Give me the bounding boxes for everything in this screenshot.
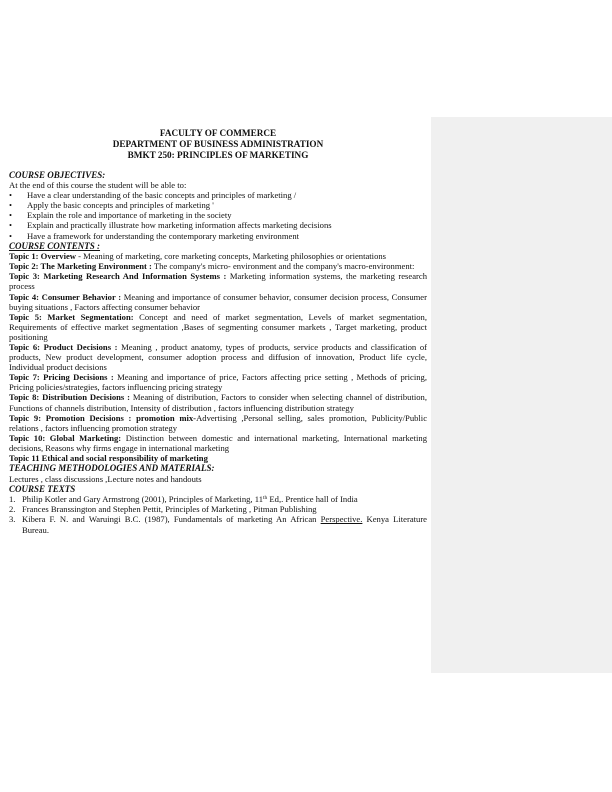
objective-item: • Have a framework for understanding the contemporary marketing environment xyxy=(9,230,300,241)
topic-7: Topic 7: Pricing Decisions : Meaning and importance of price, Factors affecting price setting , Methods of pricing, Pricing policies/strategies, factors influencing pricing strategy xyxy=(9,372,427,393)
topic-11: Topic 11 Ethical and social responsibility of marketing xyxy=(9,453,208,464)
topic-6: Topic 6: Product Decisions : Meaning , product anatomy, types of products, service products and classification of products, New product development, consumer adoption process and diffusion of innovation, Product life cycle, Individual product decisions xyxy=(9,342,427,373)
objectives-list xyxy=(9,190,427,240)
bullet-icon: • xyxy=(9,220,13,231)
objective-item: • Apply the basic concepts and principles of marketing ' xyxy=(9,200,214,211)
teaching-heading: TEACHING METHODOLOGIES AND MATERIALS: xyxy=(9,463,215,474)
bullet-icon: • xyxy=(9,210,13,221)
objectives-heading: COURSE OBJECTIVES: xyxy=(9,169,106,180)
course-text-item: 1. Philip Kotler and Gary Armstrong (2001), Principles of Marketing, 11th Ed,. Prentice hall of India xyxy=(9,494,358,505)
bullet-icon: • xyxy=(9,190,13,201)
topic-3: Topic 3: Marketing Research And Information Systems : Marketing information systems, the marketing research process xyxy=(9,271,428,292)
document-header xyxy=(9,128,427,162)
course-text-item: 2. Frances Branssington and Stephen Pettit, Principles of Marketing , Pitman Publishing xyxy=(9,504,317,515)
objective-item: • Explain and practically illustrate how marketing information affects marketing decisions xyxy=(9,220,332,231)
department-title: DEPARTMENT OF BUSINESS ADMINISTRATION xyxy=(112,139,324,150)
objectives-intro: At the end of this course the student will be able to: xyxy=(9,180,187,191)
objective-item: • Have a clear understanding of the basic concepts and principles of marketing / xyxy=(9,190,297,201)
topic-5: Topic 5: Market Segmentation: Concept and need of market segmentation, Levels of market segmentation, Requirements of effective market segmentation ,Bases of segmenting consumer markets , Target marketing, product positioning xyxy=(9,311,428,342)
topic-9: Topic 9: Promotion Decisions : promotion mix-Advertising ,Personal selling, sales promotion, Publicity/Public relations , factors influencing promotion strategy xyxy=(9,412,428,433)
topic-10: Topic 10: Global Marketing: Distinction between domestic and international marketing, International marketing decisions, Reasons why firms engage in international marketing xyxy=(9,432,427,453)
topic-4: Topic 4: Consumer Behavior : Meaning and importance of consumer behavior, consumer decision process, Consumer buying situations , Factors affecting consumer behavior xyxy=(9,291,427,312)
teaching-text: Lectures , class discussions ,Lecture notes and handouts xyxy=(9,473,202,484)
course-texts-list xyxy=(9,494,427,534)
topic-8: Topic 8: Distribution Decisions : Meaning of distribution, Factors to consider when selecting channel of distribution, Functions of channels distribution, Intensity of distribution , factors influencing distribution strategy xyxy=(9,392,427,413)
topic-2: Topic 2: The Marketing Environment : The company's micro- environment and the company's macro-environment: xyxy=(9,261,415,272)
bullet-icon: • xyxy=(9,230,13,241)
objective-item: • Explain the role and importance of marketing in the society xyxy=(9,210,232,221)
bullet-icon: • xyxy=(9,200,13,211)
texts-heading: COURSE TEXTS xyxy=(9,483,76,494)
comment-pane xyxy=(431,117,612,673)
document-page xyxy=(9,128,427,535)
contents-heading: COURSE CONTENTS : xyxy=(9,240,101,251)
course-title: BMKT 250: PRINCIPLES OF MARKETING xyxy=(127,150,309,161)
faculty-title: FACULTY OF COMMERCE xyxy=(159,128,277,138)
course-text-item: 3. Kibera F. N. and Waruingi B.C. (1987), Fundamentals of marketing An African Perspective. Kenya Literature Bureau. xyxy=(9,514,427,535)
topic-1: Topic 1: Overview - Meaning of marketing, core marketing concepts, Marketing philosophies or orientations xyxy=(9,251,387,262)
